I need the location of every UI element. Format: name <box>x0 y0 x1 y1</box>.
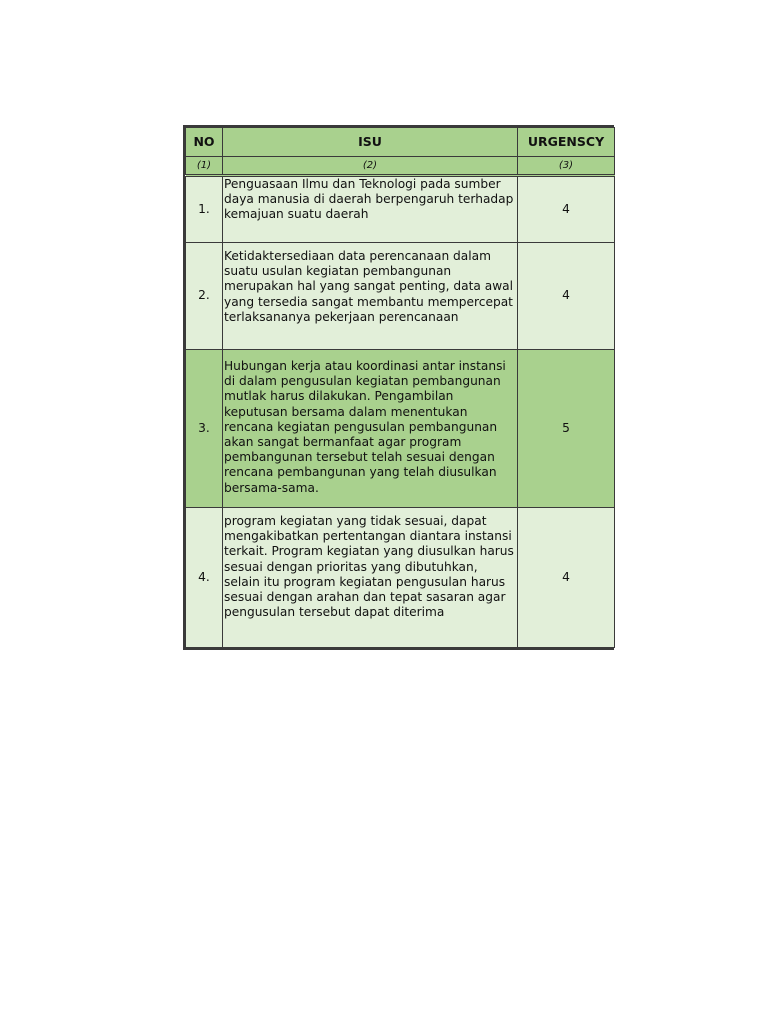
row-urgency-score: 4 <box>518 243 615 350</box>
row-issue-text: Penguasaan Ilmu dan Teknologi pada sumber daya manusia di daerah berpengaruh terhadap kemajuan suatu daerah <box>223 176 518 243</box>
header-urgency: URGENSCY <box>518 128 615 157</box>
subheader-1: (1) <box>186 157 223 176</box>
issue-table <box>185 127 615 648</box>
row-urgency-score: 4 <box>518 508 615 648</box>
table-row <box>186 508 615 648</box>
issue-table-container <box>183 125 614 650</box>
table-header-row <box>186 128 615 157</box>
row-urgency-score: 5 <box>518 350 615 508</box>
row-number: 4. <box>186 508 223 648</box>
row-issue-text: Ketidaktersediaan data perencanaan dalam suatu usulan kegiatan pembangunan merupakan hal yang sangat penting, data awal yang tersedia sangat membantu mempercepat terlaksananya pekerjaan perencanaan <box>223 243 518 350</box>
row-urgency-score: 4 <box>518 176 615 243</box>
row-issue-text: program kegiatan yang tidak sesuai, dapat mengakibatkan pertentangan diantara instansi terkait. Program kegiatan yang diusulkan harus sesuai dengan prioritas yang dibutuhkan, selain itu program kegiatan pengusulan harus sesuai dengan arahan dan tepat sasaran agar pengusulan tersebut dapat diterima <box>223 508 518 648</box>
subheader-3: (3) <box>518 157 615 176</box>
row-issue-text: Hubungan kerja atau koordinasi antar instansi di dalam pengusulan kegiatan pembangunan mutlak harus dilakukan. Pengambilan keputusan bersama dalam menentukan rencana kegiatan pengusulan pembangunan akan sangat bermanfaat agar program pembangunan tersebut telah sesuai dengan rencana pembangunan yang telah diusulkan bersama-sama. <box>223 350 518 508</box>
header-isu: ISU <box>223 128 518 157</box>
table-subheader-row <box>186 157 615 176</box>
row-number: 3. <box>186 350 223 508</box>
table-row-highlighted <box>186 350 615 508</box>
row-number: 1. <box>186 176 223 243</box>
table-row <box>186 176 615 243</box>
subheader-2: (2) <box>223 157 518 176</box>
row-number: 2. <box>186 243 223 350</box>
header-no: NO <box>186 128 223 157</box>
table-row <box>186 243 615 350</box>
